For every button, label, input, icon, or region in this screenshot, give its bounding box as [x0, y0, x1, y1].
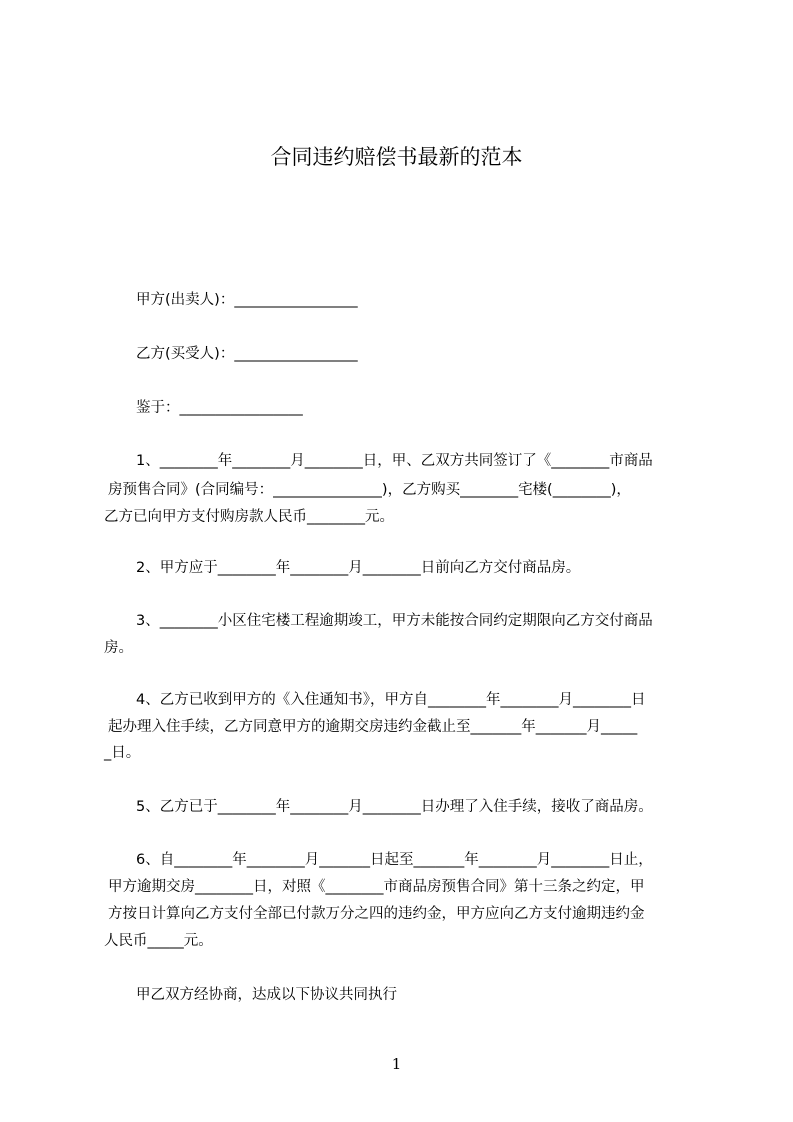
clause-1-line-1: 1、________年________月________日，甲、乙双方共同签订了《________市商品: [136, 453, 653, 469]
clause-4-line-1: 4、乙方已收到甲方的《入住通知书》，甲方自________年________月________日: [136, 692, 646, 708]
document-title: 合同违约赔偿书最新的范本: [270, 145, 523, 169]
clause-1-line-2: 房预售合同》(合同编号：_______________)，乙方购买________宅楼(________)，: [108, 482, 631, 498]
clause-6-line-4: 人民币_____元。: [104, 933, 213, 949]
party-a-line: 甲方(出卖人)：_________________: [136, 292, 358, 308]
clause-3-line-2: 房。: [104, 640, 133, 656]
clause-4-line-2: 起办理入住手续，乙方同意甲方的逾期交房违约金截止至_______年_______月_____: [108, 719, 638, 735]
clause-6-line-3: 方按日计算向乙方支付全部已付款万分之四的违约金，甲方应向乙方支付逾期违约金: [108, 906, 645, 922]
page-number: 1: [391, 1055, 402, 1073]
whereas-line: 鉴于：_________________: [136, 400, 303, 416]
party-b-line: 乙方(买受人)：_________________: [136, 346, 358, 362]
clause-2-line-1: 2、甲方应于________年________月________日前向乙方交付商品房。: [136, 560, 581, 576]
clause-6-line-1: 6、自________年________月_______日起至_______年________月________日止，: [136, 852, 653, 868]
clause-4-line-3: _日。: [104, 745, 141, 761]
clause-3-line-1: 3、________小区住宅楼工程逾期竣工，甲方未能按合同约定期限向乙方交付商品: [136, 613, 653, 629]
clause-5-line-1: 5、乙方已于________年________月________日办理了入住手续，接收了商品房。: [136, 799, 653, 815]
clause-1-line-3: 乙方已向甲方支付购房款人民币________元。: [104, 509, 394, 525]
clause-6-line-2: 甲方逾期交房________日，对照《________市商品房预售合同》第十三条之约定，甲: [108, 879, 645, 895]
closing-line: 甲乙双方经协商，达成以下协议共同执行: [136, 987, 397, 1003]
